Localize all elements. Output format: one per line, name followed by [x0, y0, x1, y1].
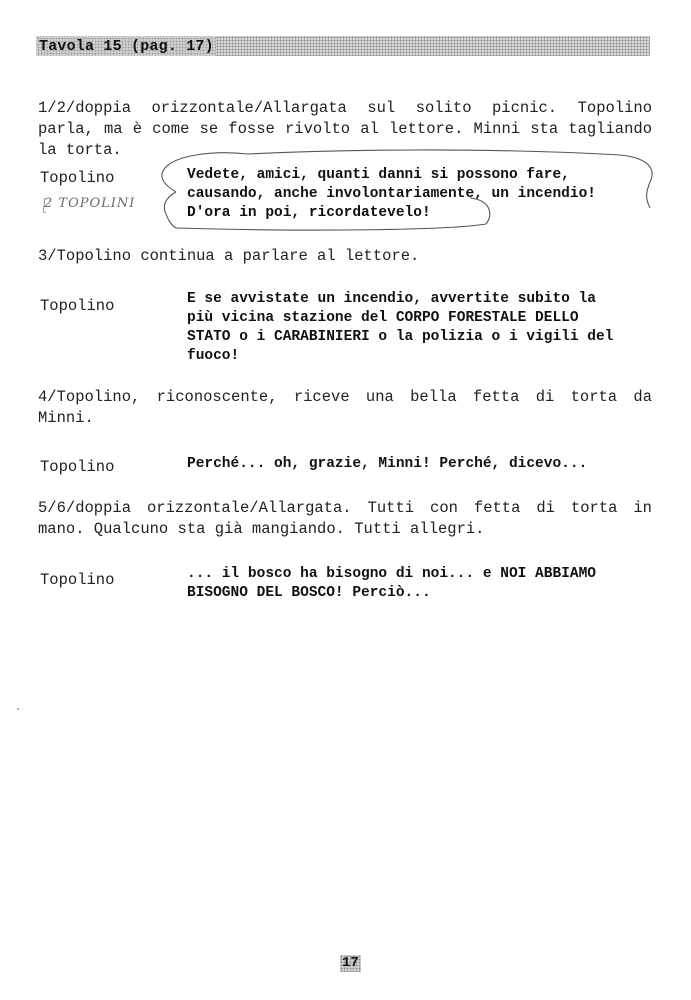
speaker-label-2: Topolino [40, 297, 115, 315]
page-header-title: Tavola 15 (pag. 17) [39, 38, 214, 55]
page-number: 17 [342, 955, 359, 971]
scan-speck [17, 708, 19, 710]
dialogue-line: più vicina stazione del CORPO FORESTALE DELLO [187, 310, 579, 326]
dialogue-line: STATO o i CARABINIERI o la polizia o i vigili del [187, 329, 614, 345]
dialogue-line: Perché... oh, grazie, Minni! Perché, dicevo... [187, 456, 588, 472]
dialogue-block-3 [187, 455, 653, 474]
dialogue-line: BISOGNO DEL BOSCO! Perciò... [187, 585, 431, 601]
dialogue-line: E se avvistate un incendio, avvertite subito la [187, 291, 596, 307]
panel-description-3: 4/Topolino, riconoscente, riceve una bella fetta di torta da Minni. [38, 388, 652, 427]
speaker-label-3: Topolino [40, 458, 115, 476]
pencil-arc-left-bottom [164, 192, 176, 228]
panel-description-1: 1/2/doppia orizzontale/Allargata sul solito picnic. Topolino parla, ma è come se fosse rivolto al lettore. Minni sta tagliando la torta. [38, 99, 652, 159]
dialogue-line: causando, anche involontariamente, un incendio! [187, 186, 596, 202]
panel-description-2: 3/Topolino continua a parlare al lettore. [38, 247, 420, 265]
dialogue-line: fuoco! [187, 348, 240, 364]
handwritten-annotation: 2 TOPOLINI [44, 196, 136, 211]
dialogue-block-2 [187, 290, 653, 366]
speaker-label-4: Topolino [40, 571, 115, 589]
dialogue-line: D'ora in poi, ricordatevelo! [187, 205, 431, 221]
panel-description-4: 5/6/doppia orizzontale/Allargata. Tutti con fetta di torta in mano. Qualcuno sta già mangiando. Tutti allegri. [38, 499, 652, 538]
speaker-label-1: Topolino [40, 169, 115, 187]
dialogue-line: ... il bosco ha bisogno di noi... e NOI ABBIAMO [187, 566, 596, 582]
dialogue-block-1 [187, 166, 653, 223]
dialogue-block-4 [187, 565, 653, 603]
dialogue-line: Vedete, amici, quanti danni si possono fare, [187, 167, 570, 183]
